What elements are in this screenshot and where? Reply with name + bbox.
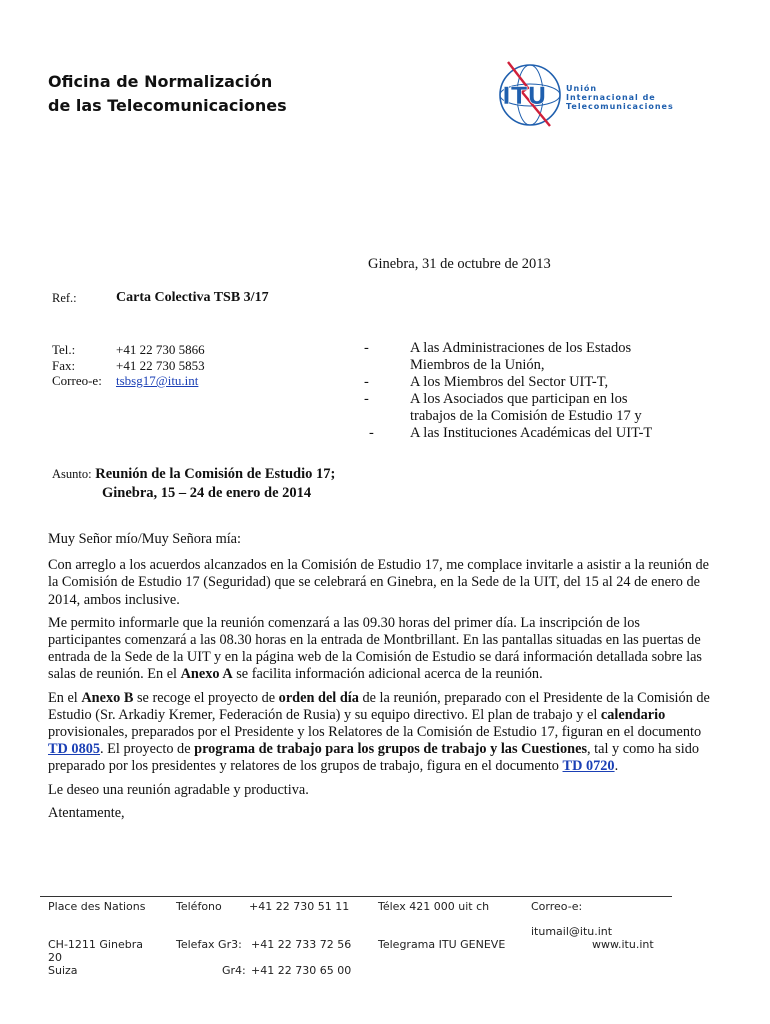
- email-link[interactable]: tsbsg17@itu.int: [116, 373, 199, 388]
- tel-label: Tel.:: [52, 342, 76, 357]
- letter-date: Ginebra, 31 de octubre de 2013: [368, 256, 551, 272]
- recipient-line: A los Asociados que participan en los: [410, 391, 628, 407]
- annex-b-ref: Anexo B: [81, 689, 134, 706]
- subject-block: [52, 465, 335, 503]
- fax-row: [52, 358, 205, 374]
- footer-gr4: +41 22 730 65 00: [251, 964, 352, 977]
- paragraph-1: Con arreglo a los acuerdos alcanzados en la Comisión de Estudio 17, me complace invitarle a asistir a la reunión de la Comisión de Estudio 17 (Seguridad) que se celebrará en Ginebra, en la Sede de la UIT, del 15 al 24 de enero de 2014, ambos inclusive.: [48, 557, 710, 608]
- closing: Atentamente,: [48, 804, 125, 821]
- svg-text:Unión: Unión: [566, 84, 598, 93]
- td-0805-link[interactable]: TD 0805: [48, 741, 101, 758]
- recipient-line: Miembros de la Unión,: [410, 357, 545, 373]
- footer-telex: Télex 421 000 uit ch: [378, 900, 490, 913]
- footer-tel: +41 22 730 51 11: [249, 900, 350, 913]
- footer-address-4: Suiza: [48, 964, 78, 977]
- footer-email-label: Correo-e:: [531, 900, 583, 913]
- ref-value: Carta Colectiva TSB 3/17: [116, 290, 269, 305]
- td-0720-link[interactable]: TD 0720: [562, 758, 615, 775]
- recipient-dash: -: [364, 340, 369, 356]
- svg-text:Internacional de: Internacional de: [566, 93, 656, 102]
- recipient-item: [360, 374, 700, 391]
- tel-row: [52, 342, 205, 358]
- recipient-line: trabajos de la Comisión de Estudio 17 y: [410, 408, 642, 424]
- email-row: [52, 373, 205, 389]
- svg-text:ITU: ITU: [502, 82, 547, 110]
- footer-address-1: Place des Nations: [48, 900, 146, 913]
- footer-address-3: 20: [48, 951, 62, 964]
- recipients-list: [360, 340, 700, 442]
- letter-body: [48, 531, 716, 828]
- work-programme-term: programa de trabajo para los grupos de trabajo y las Cuestiones: [194, 741, 588, 758]
- footer-telegram: Telegrama ITU GENEVE: [378, 938, 506, 951]
- office-title-line2: de las Telecomunicaciones: [48, 96, 287, 115]
- recipient-line: A los Miembros del Sector UIT-T,: [410, 374, 609, 390]
- paragraph-2: Me permito informarle que la reunión comenzará a las 09.30 horas del primer día. La inscripción de los participantes comenzará a las 08.30 horas en la entrada de Montbrillant. En las pantallas situadas en las puertas de entrada de la Sede de la UIT y en la página web de la Comisión de Estudio se dará información detallada sobre las salas de reunión. En el Anexo A se facilita información adicional acerca de la reunión.: [48, 614, 702, 683]
- annex-a-ref: Anexo A: [180, 666, 233, 683]
- greeting: Muy Señor mío/Muy Señora mía:: [48, 531, 241, 547]
- recipient-dash: -: [369, 425, 374, 441]
- itu-logo: [498, 58, 698, 132]
- recipient-dash: -: [364, 391, 369, 407]
- subject-line1: Reunión de la Comisión de Estudio 17;: [95, 466, 336, 482]
- calendar-term: calendario: [600, 706, 666, 723]
- email-label: Correo-e:: [52, 373, 102, 388]
- ref-label: Ref.:: [52, 291, 77, 305]
- recipient-item: [360, 391, 700, 425]
- paragraph-3: En el Anexo B se recoge el proyecto de orden del día de la reunión, preparado con el Presidente de la Comisión de Estudio (Sr. Arkadiy Kremer, Federación de Rusia) y su equipo directivo. El plan de trabajo y el calendario provisionales, preparados por el Presidente y los Relatores de la Comisión de Estudio 17, figuran en el documento TD 0805. El proyecto de programa de trabajo para los grupos de trabajo y las Cuestiones, tal y como ha sido preparado por los presidentes y relatores de los grupos de trabajo, figura en el documento TD 0720.: [48, 689, 710, 775]
- footer-gr4-label: Gr4:: [222, 964, 246, 977]
- footer-fax: +41 22 733 72 56: [251, 938, 352, 951]
- footer-email[interactable]: itumail@itu.int: [531, 925, 613, 938]
- paragraph-4: Le deseo una reunión agradable y productiva.: [48, 781, 309, 798]
- office-title-line1: Oficina de Normalización: [48, 72, 273, 91]
- office-title: [48, 70, 287, 118]
- footer-web[interactable]: www.itu.int: [592, 938, 654, 951]
- footer-fax-label: Telefax Gr3:: [176, 938, 242, 951]
- contact-block: [52, 342, 205, 389]
- subject-label: Asunto:: [52, 467, 92, 481]
- recipient-dash: -: [364, 374, 369, 390]
- fax-value: +41 22 730 5853: [116, 357, 205, 373]
- recipient-item: [360, 425, 700, 442]
- footer-tel-label: Teléfono: [176, 900, 222, 913]
- recipient-line: A las Administraciones de los Estados: [410, 340, 632, 356]
- agenda-term: orden del día: [278, 689, 359, 706]
- recipient-item: [360, 340, 700, 374]
- fax-label: Fax:: [52, 357, 76, 373]
- recipient-line: A las Instituciones Académicas del UIT-T: [410, 425, 653, 441]
- footer-address-2: CH-1211 Ginebra: [48, 938, 143, 951]
- subject-line2: Ginebra, 15 – 24 de enero de 2014: [102, 485, 312, 501]
- footer-divider: [40, 896, 672, 897]
- svg-text:Telecomunicaciones: Telecomunicaciones: [566, 102, 674, 111]
- tel-value: +41 22 730 5866: [116, 342, 205, 357]
